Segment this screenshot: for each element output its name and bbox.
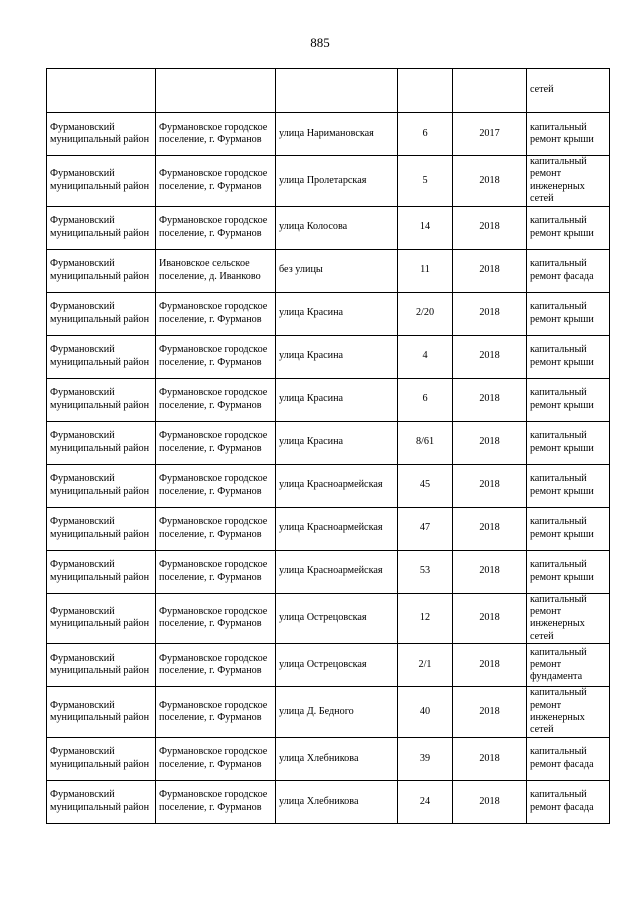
cell-street: улица Красина (276, 378, 398, 421)
cell-work-type: капитальный ремонт инженерных сетей (527, 687, 610, 738)
cell-district: Фурмановский муниципальный район (47, 780, 156, 823)
cell-street: улица Красина (276, 421, 398, 464)
cell-house-number: 39 (398, 737, 453, 780)
cell-house-number: 47 (398, 507, 453, 550)
cell-house-number: 8/61 (398, 421, 453, 464)
table-row (47, 593, 610, 644)
cell-house-number: 6 (398, 378, 453, 421)
cell-house-number: 5 (398, 156, 453, 207)
cell-year: 2018 (453, 644, 527, 687)
cell-year: 2017 (453, 113, 527, 156)
cell-work-type: капитальный ремонт фасада (527, 737, 610, 780)
cell-district: Фурмановский муниципальный район (47, 335, 156, 378)
cell-work-type: капитальный ремонт крыши (527, 378, 610, 421)
cell-house-number: 45 (398, 464, 453, 507)
cell-street (276, 69, 398, 113)
cell-work-type: капитальный ремонт крыши (527, 292, 610, 335)
cell-district: Фурмановский муниципальный район (47, 737, 156, 780)
cell-settlement: Фурмановское городское поселение, г. Фурманов (156, 464, 276, 507)
page-number: 885 (310, 35, 330, 50)
table-row (47, 156, 610, 207)
cell-work-type: капитальный ремонт крыши (527, 206, 610, 249)
cell-year: 2018 (453, 780, 527, 823)
cell-settlement: Фурмановское городское поселение, г. Фурманов (156, 113, 276, 156)
cell-house-number (398, 69, 453, 113)
cell-street: улица Д. Бедного (276, 687, 398, 738)
table-row (47, 421, 610, 464)
cell-district: Фурмановский муниципальный район (47, 206, 156, 249)
cell-year: 2018 (453, 206, 527, 249)
cell-work-type: капитальный ремонт крыши (527, 421, 610, 464)
cell-year: 2018 (453, 292, 527, 335)
cell-house-number: 24 (398, 780, 453, 823)
table-row (47, 113, 610, 156)
cell-year: 2018 (453, 378, 527, 421)
cell-house-number: 11 (398, 249, 453, 292)
cell-year: 2018 (453, 550, 527, 593)
cell-year: 2018 (453, 156, 527, 207)
table-row (47, 507, 610, 550)
cell-house-number: 2/20 (398, 292, 453, 335)
cell-settlement: Фурмановское городское поселение, г. Фурманов (156, 292, 276, 335)
cell-district: Фурмановский муниципальный район (47, 378, 156, 421)
cell-work-type: капитальный ремонт фундамента (527, 644, 610, 687)
cell-street: улица Острецовская (276, 644, 398, 687)
cell-house-number: 12 (398, 593, 453, 644)
cell-work-type: капитальный ремонт крыши (527, 550, 610, 593)
cell-work-type: капитальный ремонт инженерных сетей (527, 156, 610, 207)
table-row (47, 206, 610, 249)
cell-district: Фурмановский муниципальный район (47, 593, 156, 644)
table-row (47, 464, 610, 507)
cell-settlement: Фурмановское городское поселение, г. Фурманов (156, 550, 276, 593)
table-body (47, 69, 610, 824)
cell-street: улица Хлебникова (276, 780, 398, 823)
table-row (47, 737, 610, 780)
cell-district (47, 69, 156, 113)
cell-year: 2018 (453, 421, 527, 464)
cell-street: улица Красноармейская (276, 464, 398, 507)
cell-settlement: Фурмановское городское поселение, г. Фурманов (156, 335, 276, 378)
cell-year: 2018 (453, 335, 527, 378)
cell-settlement: Фурмановское городское поселение, г. Фурманов (156, 593, 276, 644)
cell-house-number: 40 (398, 687, 453, 738)
table-row (47, 550, 610, 593)
cell-work-type: капитальный ремонт фасада (527, 249, 610, 292)
cell-street: улица Красноармейская (276, 507, 398, 550)
cell-district: Фурмановский муниципальный район (47, 550, 156, 593)
cell-street: улица Хлебникова (276, 737, 398, 780)
cell-house-number: 53 (398, 550, 453, 593)
table-row (47, 249, 610, 292)
cell-district: Фурмановский муниципальный район (47, 687, 156, 738)
cell-district: Фурмановский муниципальный район (47, 156, 156, 207)
housing-repair-table (46, 68, 610, 824)
cell-district: Фурмановский муниципальный район (47, 249, 156, 292)
cell-house-number: 14 (398, 206, 453, 249)
cell-street: улица Красина (276, 335, 398, 378)
cell-house-number: 4 (398, 335, 453, 378)
cell-street: улица Красина (276, 292, 398, 335)
cell-house-number: 2/1 (398, 644, 453, 687)
cell-settlement: Ивановское сельское поселение, д. Иванково (156, 249, 276, 292)
cell-year: 2018 (453, 507, 527, 550)
table-row-continued (47, 69, 610, 113)
cell-district: Фурмановский муниципальный район (47, 464, 156, 507)
table-row (47, 687, 610, 738)
cell-street: улица Наримановская (276, 113, 398, 156)
cell-year: 2018 (453, 249, 527, 292)
table-row (47, 335, 610, 378)
cell-settlement: Фурмановское городское поселение, г. Фурманов (156, 156, 276, 207)
cell-year: 2018 (453, 737, 527, 780)
table-row (47, 378, 610, 421)
cell-street: улица Пролетарская (276, 156, 398, 207)
cell-year: 2018 (453, 687, 527, 738)
cell-work-type: сетей (527, 69, 610, 113)
cell-work-type: капитальный ремонт крыши (527, 113, 610, 156)
cell-settlement: Фурмановское городское поселение, г. Фурманов (156, 507, 276, 550)
cell-district: Фурмановский муниципальный район (47, 292, 156, 335)
cell-work-type: капитальный ремонт инженерных сетей (527, 593, 610, 644)
cell-settlement: Фурмановское городское поселение, г. Фурманов (156, 206, 276, 249)
cell-district: Фурмановский муниципальный район (47, 113, 156, 156)
cell-settlement: Фурмановское городское поселение, г. Фурманов (156, 687, 276, 738)
cell-street: улица Красноармейская (276, 550, 398, 593)
cell-district: Фурмановский муниципальный район (47, 507, 156, 550)
cell-work-type: капитальный ремонт крыши (527, 335, 610, 378)
cell-settlement: Фурмановское городское поселение, г. Фурманов (156, 644, 276, 687)
cell-work-type: капитальный ремонт крыши (527, 464, 610, 507)
cell-street: улица Колосова (276, 206, 398, 249)
cell-settlement: Фурмановское городское поселение, г. Фурманов (156, 737, 276, 780)
table-row (47, 292, 610, 335)
table-row (47, 780, 610, 823)
cell-settlement (156, 69, 276, 113)
cell-year: 2018 (453, 593, 527, 644)
cell-district: Фурмановский муниципальный район (47, 421, 156, 464)
cell-year: 2018 (453, 464, 527, 507)
cell-house-number: 6 (398, 113, 453, 156)
cell-settlement: Фурмановское городское поселение, г. Фурманов (156, 378, 276, 421)
cell-settlement: Фурмановское городское поселение, г. Фурманов (156, 780, 276, 823)
cell-district: Фурмановский муниципальный район (47, 644, 156, 687)
cell-street: улица Острецовская (276, 593, 398, 644)
cell-settlement: Фурмановское городское поселение, г. Фурманов (156, 421, 276, 464)
cell-work-type: капитальный ремонт фасада (527, 780, 610, 823)
cell-year (453, 69, 527, 113)
cell-street: без улицы (276, 249, 398, 292)
table-row (47, 644, 610, 687)
cell-work-type: капитальный ремонт крыши (527, 507, 610, 550)
